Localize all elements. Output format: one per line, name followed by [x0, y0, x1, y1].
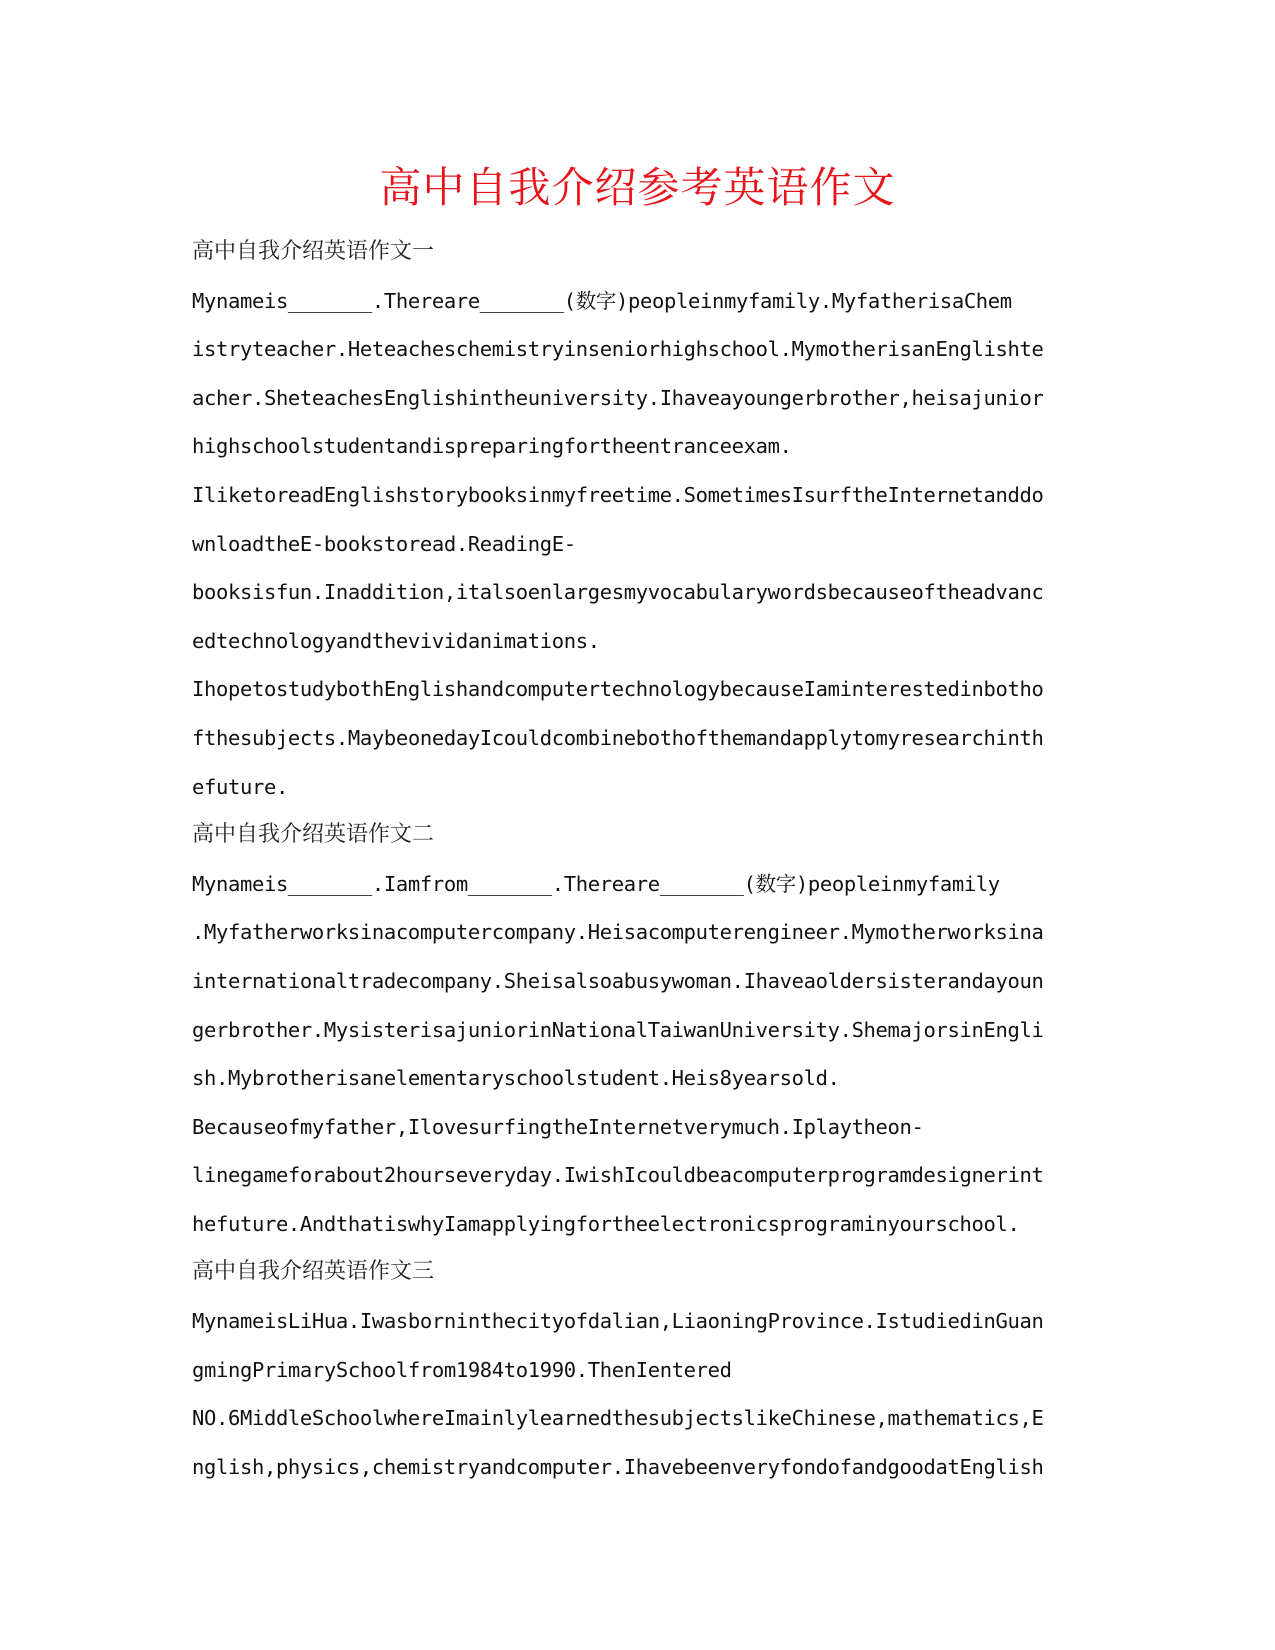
section-heading: 高中自我介绍英语作文二 [192, 822, 435, 848]
body-text-line: NO.6MiddleSchoolwhereImainlylearnedthesubjectslikeChinese,mathematics,E [192, 1406, 1044, 1431]
section-heading: 高中自我介绍英语作文一 [192, 239, 435, 264]
document-body [192, 228, 1082, 1491]
body-text-line: nglish,physics,chemistryandcomputer.IhavebeenveryfondofandgoodatEnglish [192, 1454, 1044, 1479]
body-text-line: MynameisLiHua.Iwasborninthecityofdalian,LiaoningProvince.IstudiedinGuan [192, 1309, 1044, 1334]
body-text-line: acher.SheteachesEnglishintheuniversity.Ihaveayoungerbrother,heisajunior [192, 385, 1044, 410]
body-text-line: Mynameis_______.Thereare_______(数字)peopleinmyfamily.MyfatherisaChem [192, 288, 1012, 313]
body-text-line: Mynameis_______.Iamfrom_______.Thereare_______(数字)peopleinmyfamily [192, 871, 1000, 896]
body-text-line: highschoolstudentandispreparingfortheentranceexam. [192, 434, 792, 459]
body-text-line: IhopetostudybothEnglishandcomputertechnologybecauseIaminterestedinbotho [192, 677, 1044, 702]
body-text-line: fthesubjects.MaybeonedayIcouldcombinebothofthemandapplytomyresearchinth [192, 725, 1044, 750]
body-text-line: booksisfun.Inaddition,italsoenlargesmyvocabularywordsbecauseoftheadvanc [192, 580, 1044, 605]
body-text-line: linegameforabout2hourseveryday.IwishIcouldbeacomputerprogramdesignerint [192, 1163, 1044, 1188]
section-heading: 高中自我介绍英语作文三 [192, 1259, 435, 1285]
body-text-line: internationaltradecompany.Sheisalsoabusywoman.Ihaveaoldersisterandayoun [192, 968, 1044, 993]
body-text-line: hefuture.AndthatiswhyIamapplyingfortheelectronicsprograminyourschool. [192, 1211, 1020, 1236]
body-text-line: gmingPrimarySchoolfrom1984to1990.ThenIentered [192, 1357, 732, 1382]
body-text-line: Becauseofmyfather,IlovesurfingtheInternetverymuch.Iplaytheon- [192, 1114, 924, 1139]
body-text-line: sh.Mybrotherisanelementaryschoolstudent.Heis8yearsold. [192, 1066, 840, 1091]
body-text-line: efuture. [192, 774, 288, 799]
body-text-line: istryteacher.Heteacheschemistryinseniorhighschool.MymotherisanEnglishte [192, 337, 1044, 362]
document-title: 高中自我介绍参考英语作文 [379, 163, 896, 212]
body-text-line: IliketoreadEnglishstorybooksinmyfreetime.SometimesIsurftheInternetanddo [192, 482, 1044, 507]
body-text-line: gerbrother.MysisterisajuniorinNationalTaiwanUniversity.ShemajorsinEngli [192, 1017, 1044, 1042]
body-text-line: edtechnologyandthevividanimations. [192, 628, 600, 653]
body-text-line: wnloadtheE-bookstoread.ReadingE- [192, 531, 576, 556]
body-text-line: .Myfatherworksinacomputercompany.Heisacomputerengineer.Mymotherworksina [192, 920, 1044, 945]
